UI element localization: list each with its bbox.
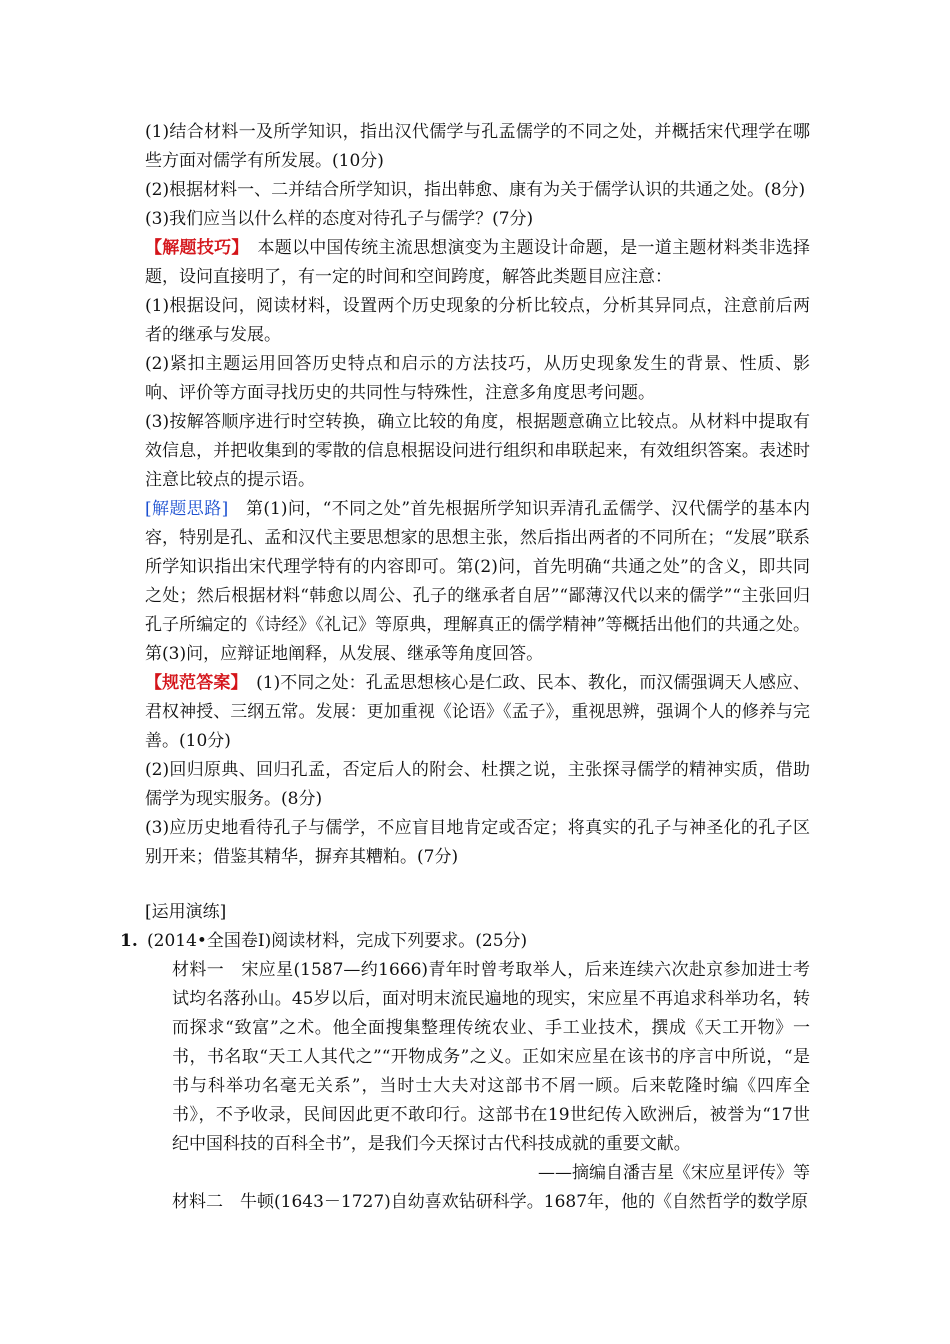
answer-1 bbox=[145, 669, 810, 756]
question-1: (1)结合材料一及所学知识，指出汉代儒学与孔孟儒学的不同之处，并概括宋代理学在哪些方面对儒学有所发展。(10分) bbox=[145, 122, 810, 171]
practice-section bbox=[120, 898, 810, 1217]
answer-1-text: (1)不同之处：孔孟思想核心是仁政、民本、教化，而汉儒强调天人感应、君权神授、三纲五常。发展：更加重视《论语》《孟子》，重视思辨，强调个人的修养与完善。(10分) bbox=[145, 673, 810, 751]
practice-question bbox=[120, 927, 810, 956]
document-body bbox=[145, 118, 810, 872]
approach-text: 第(1)问，“不同之处”首先根据所学知识弄清孔孟儒学、汉代儒学的基本内容，特别是孔、孟和汉代主要思想家的思想主张，然后指出两者的不同所在；“发展”联系所学知识指出宋代理学特有的内容即可。第(2)问，首先明确“共通之处”的含义，即共同之处；然后根据材料“韩愈以周公、孔子的继承者自居”“鄙薄汉代以来的儒学”“主张回归孔子所编定的《诗经》《礼记》等原典，理解真正的儒学精神”等概括出他们的共通之处。第(3)问，应辩证地阐释，从发展、继承等角度回答。 bbox=[145, 499, 811, 664]
tips-point-2: (2)紧扣主题运用回答历史特点和启示的方法技巧，从历史现象发生的背景、性质、影响、评价等方面寻找历史的共同性与特殊性，注意多角度思考问题。 bbox=[145, 354, 810, 403]
question-number: 1. bbox=[120, 931, 138, 951]
tips-point-3: (3)按解答顺序进行时空转换，确立比较的角度，根据题意确立比较点。从材料中提取有效信息，并把收集到的零散的信息根据设问进行组织和串联起来，有效组织答案。表述时注意比较点的提示语。 bbox=[145, 412, 810, 490]
practice-question-text: (2014•全国卷Ⅰ)阅读材料，完成下列要求。(25分) bbox=[147, 931, 528, 951]
tips-point-1: (1)根据设问，阅读材料，设置两个历史现象的分析比较点，分析其异同点，注意前后两者的继承与发展。 bbox=[145, 296, 810, 345]
approach-paragraph bbox=[145, 495, 810, 669]
material-2: 材料二 牛顿(1643－1727)自幼喜欢钻研科学。1687年，他的《自然哲学的数学原 bbox=[172, 1192, 809, 1212]
material-1: 材料一 宋应星(1587—约1666)青年时曾考取举人，后来连续六次赴京参加进士考试均名落孙山。45岁以后，面对明末流民遍地的现实，宋应星不再追求科举功名，转而探求“致富”之术。他全面搜集整理传统农业、手工业技术，撰成《天工开物》一书，书名取“天工人其代之”“开物成务”之义。正如宋应星在该书的序言中所说，“是书与科举功名毫无关系”，当时士大夫对这部书不屑一顾。后来乾隆时编《四库全书》，不予收录，民间因此更不敢印行。这部书在19世纪传入欧洲后，被誉为“17世纪中国科技的百科全书”，是我们今天探讨古代科技成就的重要文献。 bbox=[172, 960, 810, 1154]
tips-label: 【解题技巧】 bbox=[145, 238, 241, 258]
tips-intro bbox=[145, 234, 810, 292]
answer-2: (2)回归原典、回归孔孟，否定后人的附会、杜撰之说，主张探寻儒学的精神实质，借助儒学为现实服务。(8分) bbox=[145, 760, 810, 809]
question-3: (3)我们应当以什么样的态度对待孔子与儒学？(7分) bbox=[145, 209, 534, 229]
question-2: (2)根据材料一、二并结合所学知识，指出韩愈、康有为关于儒学认识的共通之处。(8分) bbox=[145, 180, 806, 200]
tips-intro-text: 本题以中国传统主流思想演变为主题设计命题，是一道主题材料类非选择题，设问直接明了，有一定的时间和空间跨度，解答此类题目应注意： bbox=[145, 238, 811, 287]
material-1-source: ——摘编自潘吉星《宋应星评传》等 bbox=[538, 1163, 810, 1183]
approach-label: [解题思路] bbox=[145, 499, 229, 519]
practice-heading: [运用演练] bbox=[145, 902, 227, 922]
answer-label: 【规范答案】 bbox=[145, 673, 240, 693]
answer-3: (3)应历史地看待孔子与儒学，不应盲目地肯定或否定；将真实的孔子与神圣化的孔子区别开来；借鉴其精华，摒弃其糟粕。(7分) bbox=[145, 818, 810, 867]
